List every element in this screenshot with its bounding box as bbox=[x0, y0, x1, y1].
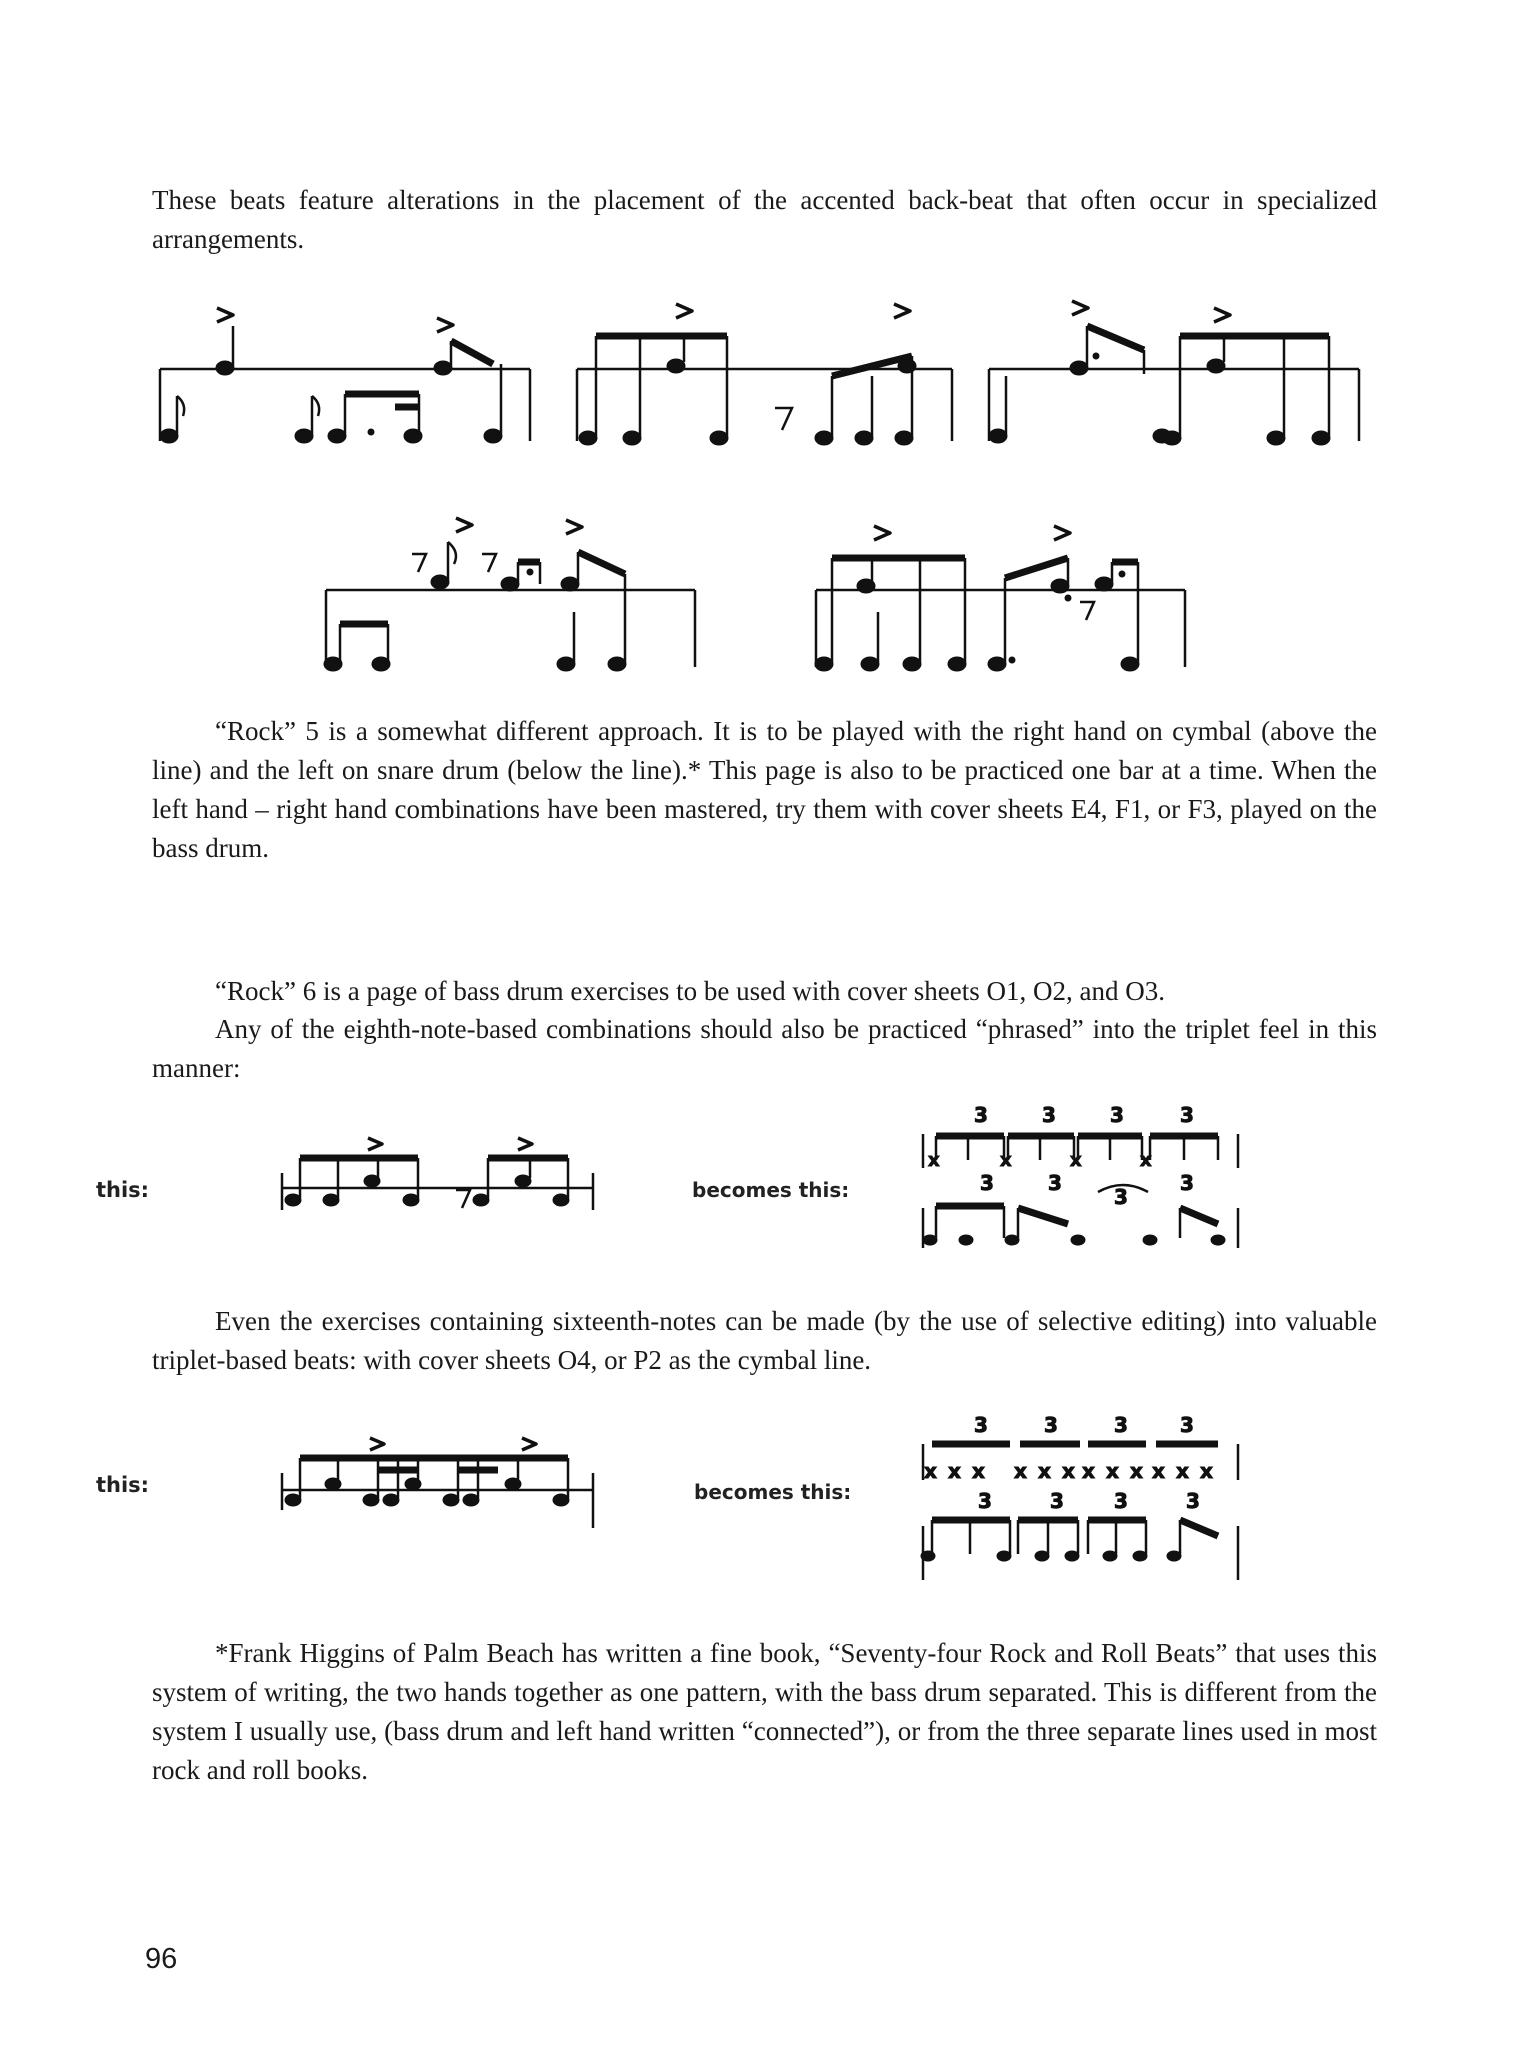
svg-text:3: 3 bbox=[980, 1171, 994, 1195]
page-number: 96 bbox=[145, 1943, 178, 1975]
svg-text:3: 3 bbox=[1114, 1489, 1128, 1513]
svg-text:3: 3 bbox=[1042, 1103, 1056, 1127]
svg-text:x: x bbox=[928, 1150, 940, 1171]
example2-original-notation bbox=[278, 1428, 608, 1538]
svg-text:x: x bbox=[1070, 1150, 1082, 1171]
svg-text:x: x bbox=[1140, 1150, 1152, 1171]
example1-original-notation bbox=[278, 1128, 608, 1228]
rock5-paragraph: “Rock” 5 is a somewhat different approach. It is to be played with the right hand on cymbal (above the line) and the left on snare drum (below the line).* This page is also to be practiced one bar at a time. When the left hand – right hand combinations have been mastered, try them with cover sheets E4, F1, or F3, played on the bass drum. bbox=[152, 716, 1377, 863]
svg-text:3: 3 bbox=[1180, 1171, 1194, 1195]
beat-measure-1 bbox=[155, 296, 535, 456]
example2-becomes-label: becomes this: bbox=[694, 1480, 852, 1504]
footnote-paragraph: *Frank Higgins of Palm Beach has written a fine book, “Seventy-four Rock and Roll Beats” that uses this system of writing, the two hands together as one pattern, with the bass drum separated. This is different from the system I usually use, (bass drum and left hand written “connected”), or from the three separate lines used in most rock and roll books. bbox=[152, 1638, 1377, 1785]
beat-measure-3 bbox=[984, 296, 1364, 456]
triplet-feel-paragraph: Any of the eighth-note-based combinations should also be practiced “phrased” into the triplet feel in this manner: bbox=[152, 1014, 1377, 1083]
example1-this-label: this: bbox=[96, 1178, 150, 1202]
svg-text:x: x bbox=[1200, 1459, 1213, 1483]
svg-text:x: x bbox=[948, 1459, 961, 1483]
svg-text:x: x bbox=[1082, 1459, 1095, 1483]
example2-this-label: this: bbox=[96, 1473, 150, 1497]
svg-text:3: 3 bbox=[1180, 1413, 1194, 1437]
svg-text:3: 3 bbox=[1050, 1489, 1064, 1513]
svg-text:x: x bbox=[1176, 1459, 1189, 1483]
svg-text:3: 3 bbox=[1186, 1489, 1200, 1513]
svg-text:x: x bbox=[1152, 1459, 1165, 1483]
example1-becomes-label: becomes this: bbox=[692, 1178, 850, 1202]
example1-triplet-notation bbox=[918, 1098, 1248, 1268]
svg-text:3: 3 bbox=[1180, 1103, 1194, 1127]
svg-text:x: x bbox=[1000, 1150, 1012, 1171]
rock6-paragraph: “Rock” 6 is a page of bass drum exercises to be used with cover sheets O1, O2, and O3. bbox=[215, 976, 1165, 1006]
svg-text:3: 3 bbox=[1114, 1413, 1128, 1437]
svg-text:x: x bbox=[924, 1459, 937, 1483]
svg-text:3: 3 bbox=[1114, 1185, 1128, 1209]
intro-paragraph: These beats feature alterations in the placement of the accented back-beat that often occur in specialized arrangements. bbox=[152, 185, 1377, 254]
beat-measure-4 bbox=[320, 512, 700, 682]
svg-text:3: 3 bbox=[978, 1489, 992, 1513]
svg-text:x: x bbox=[1014, 1459, 1027, 1483]
beat-measure-2 bbox=[572, 296, 957, 456]
svg-text:3: 3 bbox=[1048, 1171, 1062, 1195]
svg-text:x: x bbox=[1106, 1459, 1119, 1483]
beat-measure-5 bbox=[810, 512, 1190, 682]
svg-text:3: 3 bbox=[1044, 1413, 1058, 1437]
example2-triplet-notation bbox=[918, 1408, 1248, 1588]
svg-text:x: x bbox=[1130, 1459, 1143, 1483]
svg-text:3: 3 bbox=[974, 1103, 988, 1127]
svg-text:x: x bbox=[972, 1459, 985, 1483]
svg-text:x: x bbox=[1062, 1459, 1075, 1483]
sixteenths-paragraph: Even the exercises containing sixteenth-notes can be made (by the use of selective editing) into valuable triplet-based beats: with cover sheets O4, or P2 as the cymbal line. bbox=[152, 1306, 1377, 1375]
svg-text:3: 3 bbox=[974, 1413, 988, 1437]
svg-text:3: 3 bbox=[1110, 1103, 1124, 1127]
svg-text:x: x bbox=[1038, 1459, 1051, 1483]
